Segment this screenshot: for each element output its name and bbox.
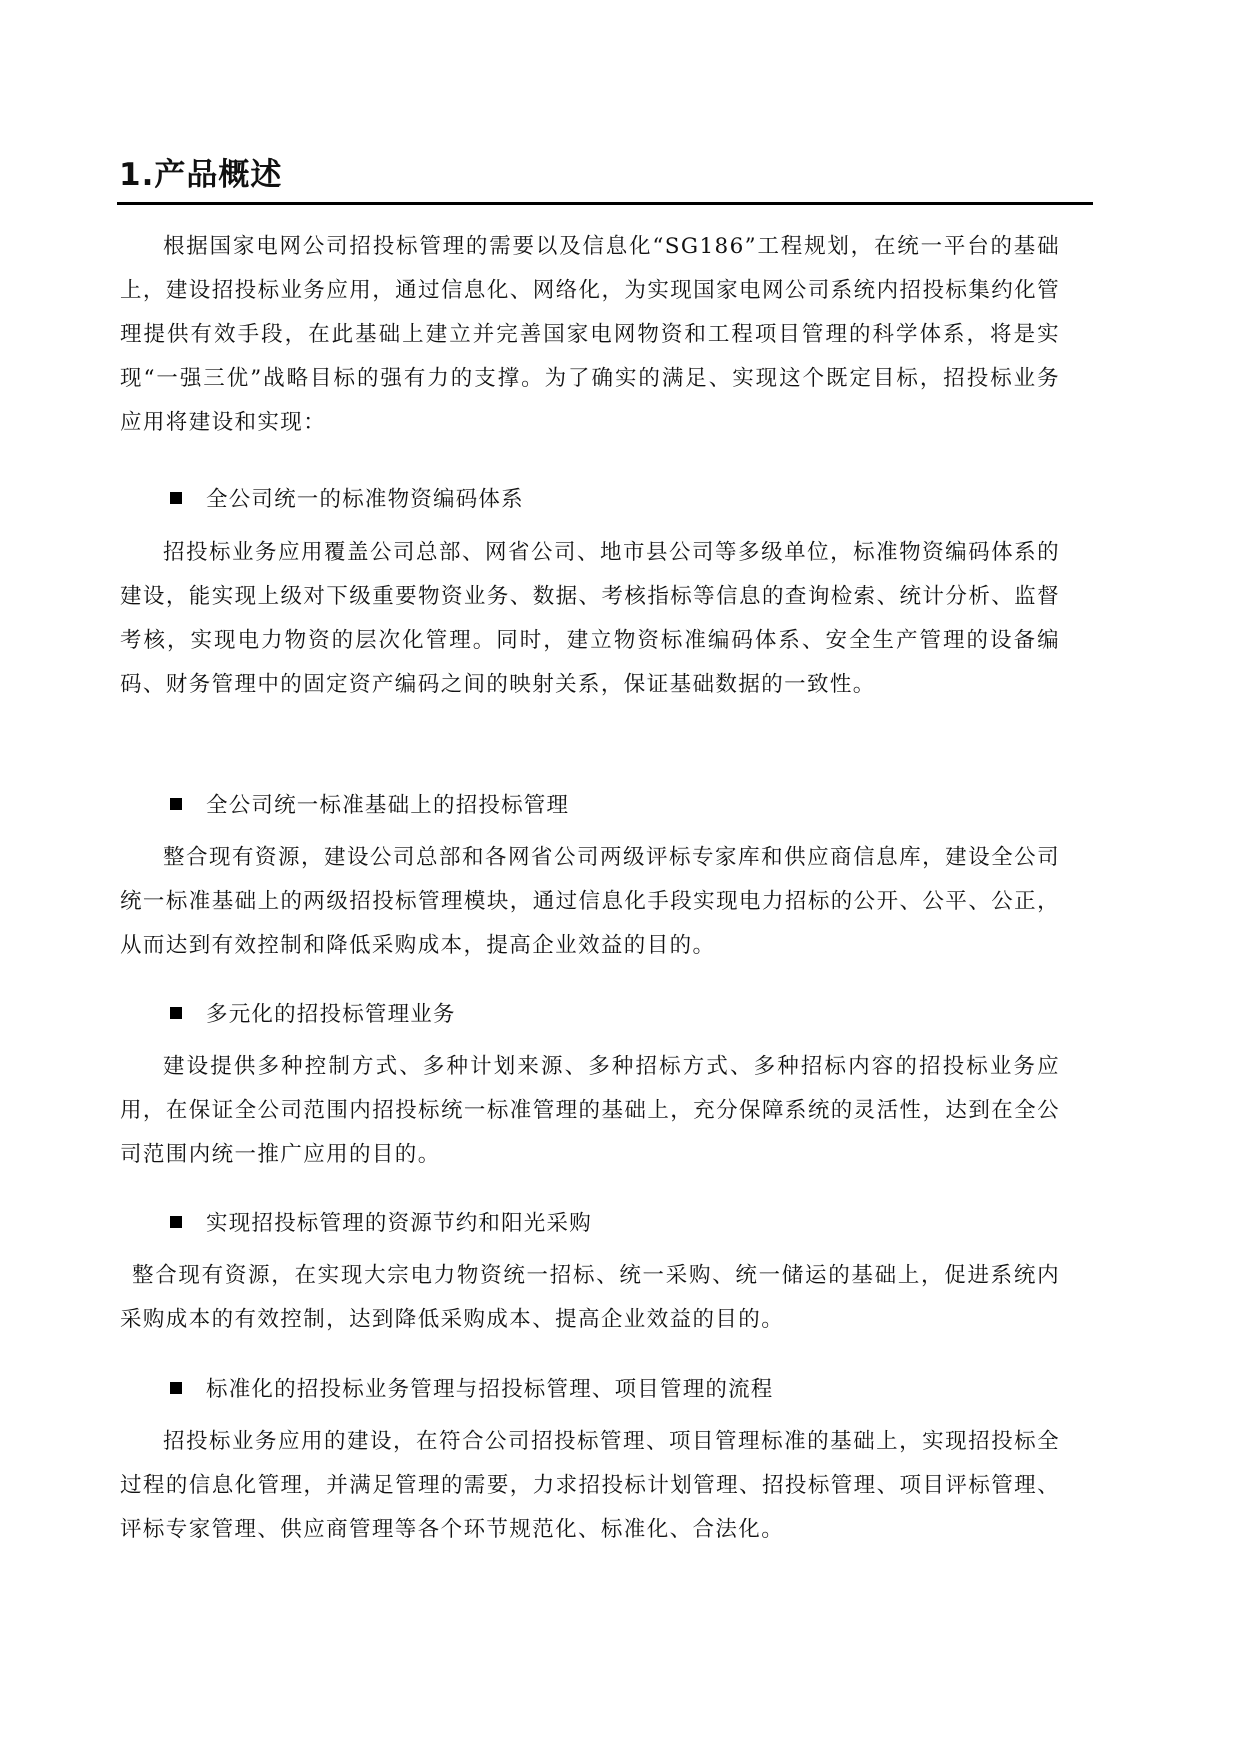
body-paragraph: 整合现有资源，在实现大宗电力物资统一招标、统一采购、统一储运的基础上，促进系统内采购成本的有效控制，达到降低采购成本、提高企业效益的目的。	[120, 1263, 1060, 1332]
bullet-item-unified-bidding	[170, 784, 569, 828]
square-bullet-icon	[170, 492, 182, 504]
body-paragraph: 建设提供多种控制方式、多种计划来源、多种招标方式、多种招标内容的招投标业务应用，在保证全公司范围内招投标统一标准管理的基础上，充分保障系统的灵活性，达到在全公司范围内统一推广应用的目的。	[120, 1054, 1060, 1167]
bullet-heading: 全公司统一的标准物资编码体系	[206, 487, 524, 512]
body-paragraph: 整合现有资源，建设公司总部和各网省公司两级评标专家库和供应商信息库，建设全公司统一标准基础上的两级招投标管理模块，通过信息化手段实现电力招标的公开、公平、公正，从而达到有效控制和降低采购成本，提高企业效益的目的。	[120, 845, 1060, 958]
square-bullet-icon	[170, 1007, 182, 1019]
body-paragraph: 招投标业务应用覆盖公司总部、网省公司、地市县公司等多级单位，标准物资编码体系的建设，能实现上级对下级重要物资业务、数据、考核指标等信息的查询检索、统计分析、监督考核，实现电力物资的层次化管理。同时，建立物资标准编码体系、安全生产管理的设备编码、财务管理中的固定资产编码之间的映射关系，保证基础数据的一致性。	[120, 540, 1060, 697]
bullet-item-standard-coding	[170, 478, 524, 522]
bullet-heading: 全公司统一标准基础上的招投标管理	[206, 793, 570, 818]
square-bullet-icon	[170, 1382, 182, 1394]
square-bullet-icon	[170, 798, 182, 810]
heading-underline	[117, 202, 1093, 205]
bullet-heading: 实现招投标管理的资源节约和阳光采购	[206, 1211, 592, 1236]
bullet-item-standardized-process	[170, 1368, 774, 1412]
bullet-item-sunshine-procurement	[170, 1202, 592, 1246]
bullet-heading: 多元化的招投标管理业务	[206, 1002, 456, 1027]
section-title: 产品概述	[154, 157, 283, 193]
bullet-heading: 标准化的招投标业务管理与招投标管理、项目管理的流程	[206, 1377, 774, 1402]
square-bullet-icon	[170, 1216, 182, 1228]
body-paragraph: 招投标业务应用的建设，在符合公司招投标管理、项目管理标准的基础上，实现招投标全过程的信息化管理，并满足管理的需要，力求招投标计划管理、招投标管理、项目评标管理、评标专家管理、供应商管理等各个环节规范化、标准化、合法化。	[120, 1429, 1060, 1542]
bullet-item-diversified-business	[170, 993, 456, 1037]
section-number: 1.	[119, 157, 155, 193]
section-heading	[119, 150, 282, 200]
intro-paragraph: 根据国家电网公司招投标管理的需要以及信息化“SG186”工程规划，在统一平台的基础上，建设招投标业务应用，通过信息化、网络化，为实现国家电网公司系统内招投标集约化管理提供有效手段，在此基础上建立并完善国家电网物资和工程项目管理的科学体系，将是实现“一强三优”战略目标的强有力的支撑。为了确实的满足、实现这个既定目标，招投标业务应用将建设和实现：	[120, 234, 1060, 435]
